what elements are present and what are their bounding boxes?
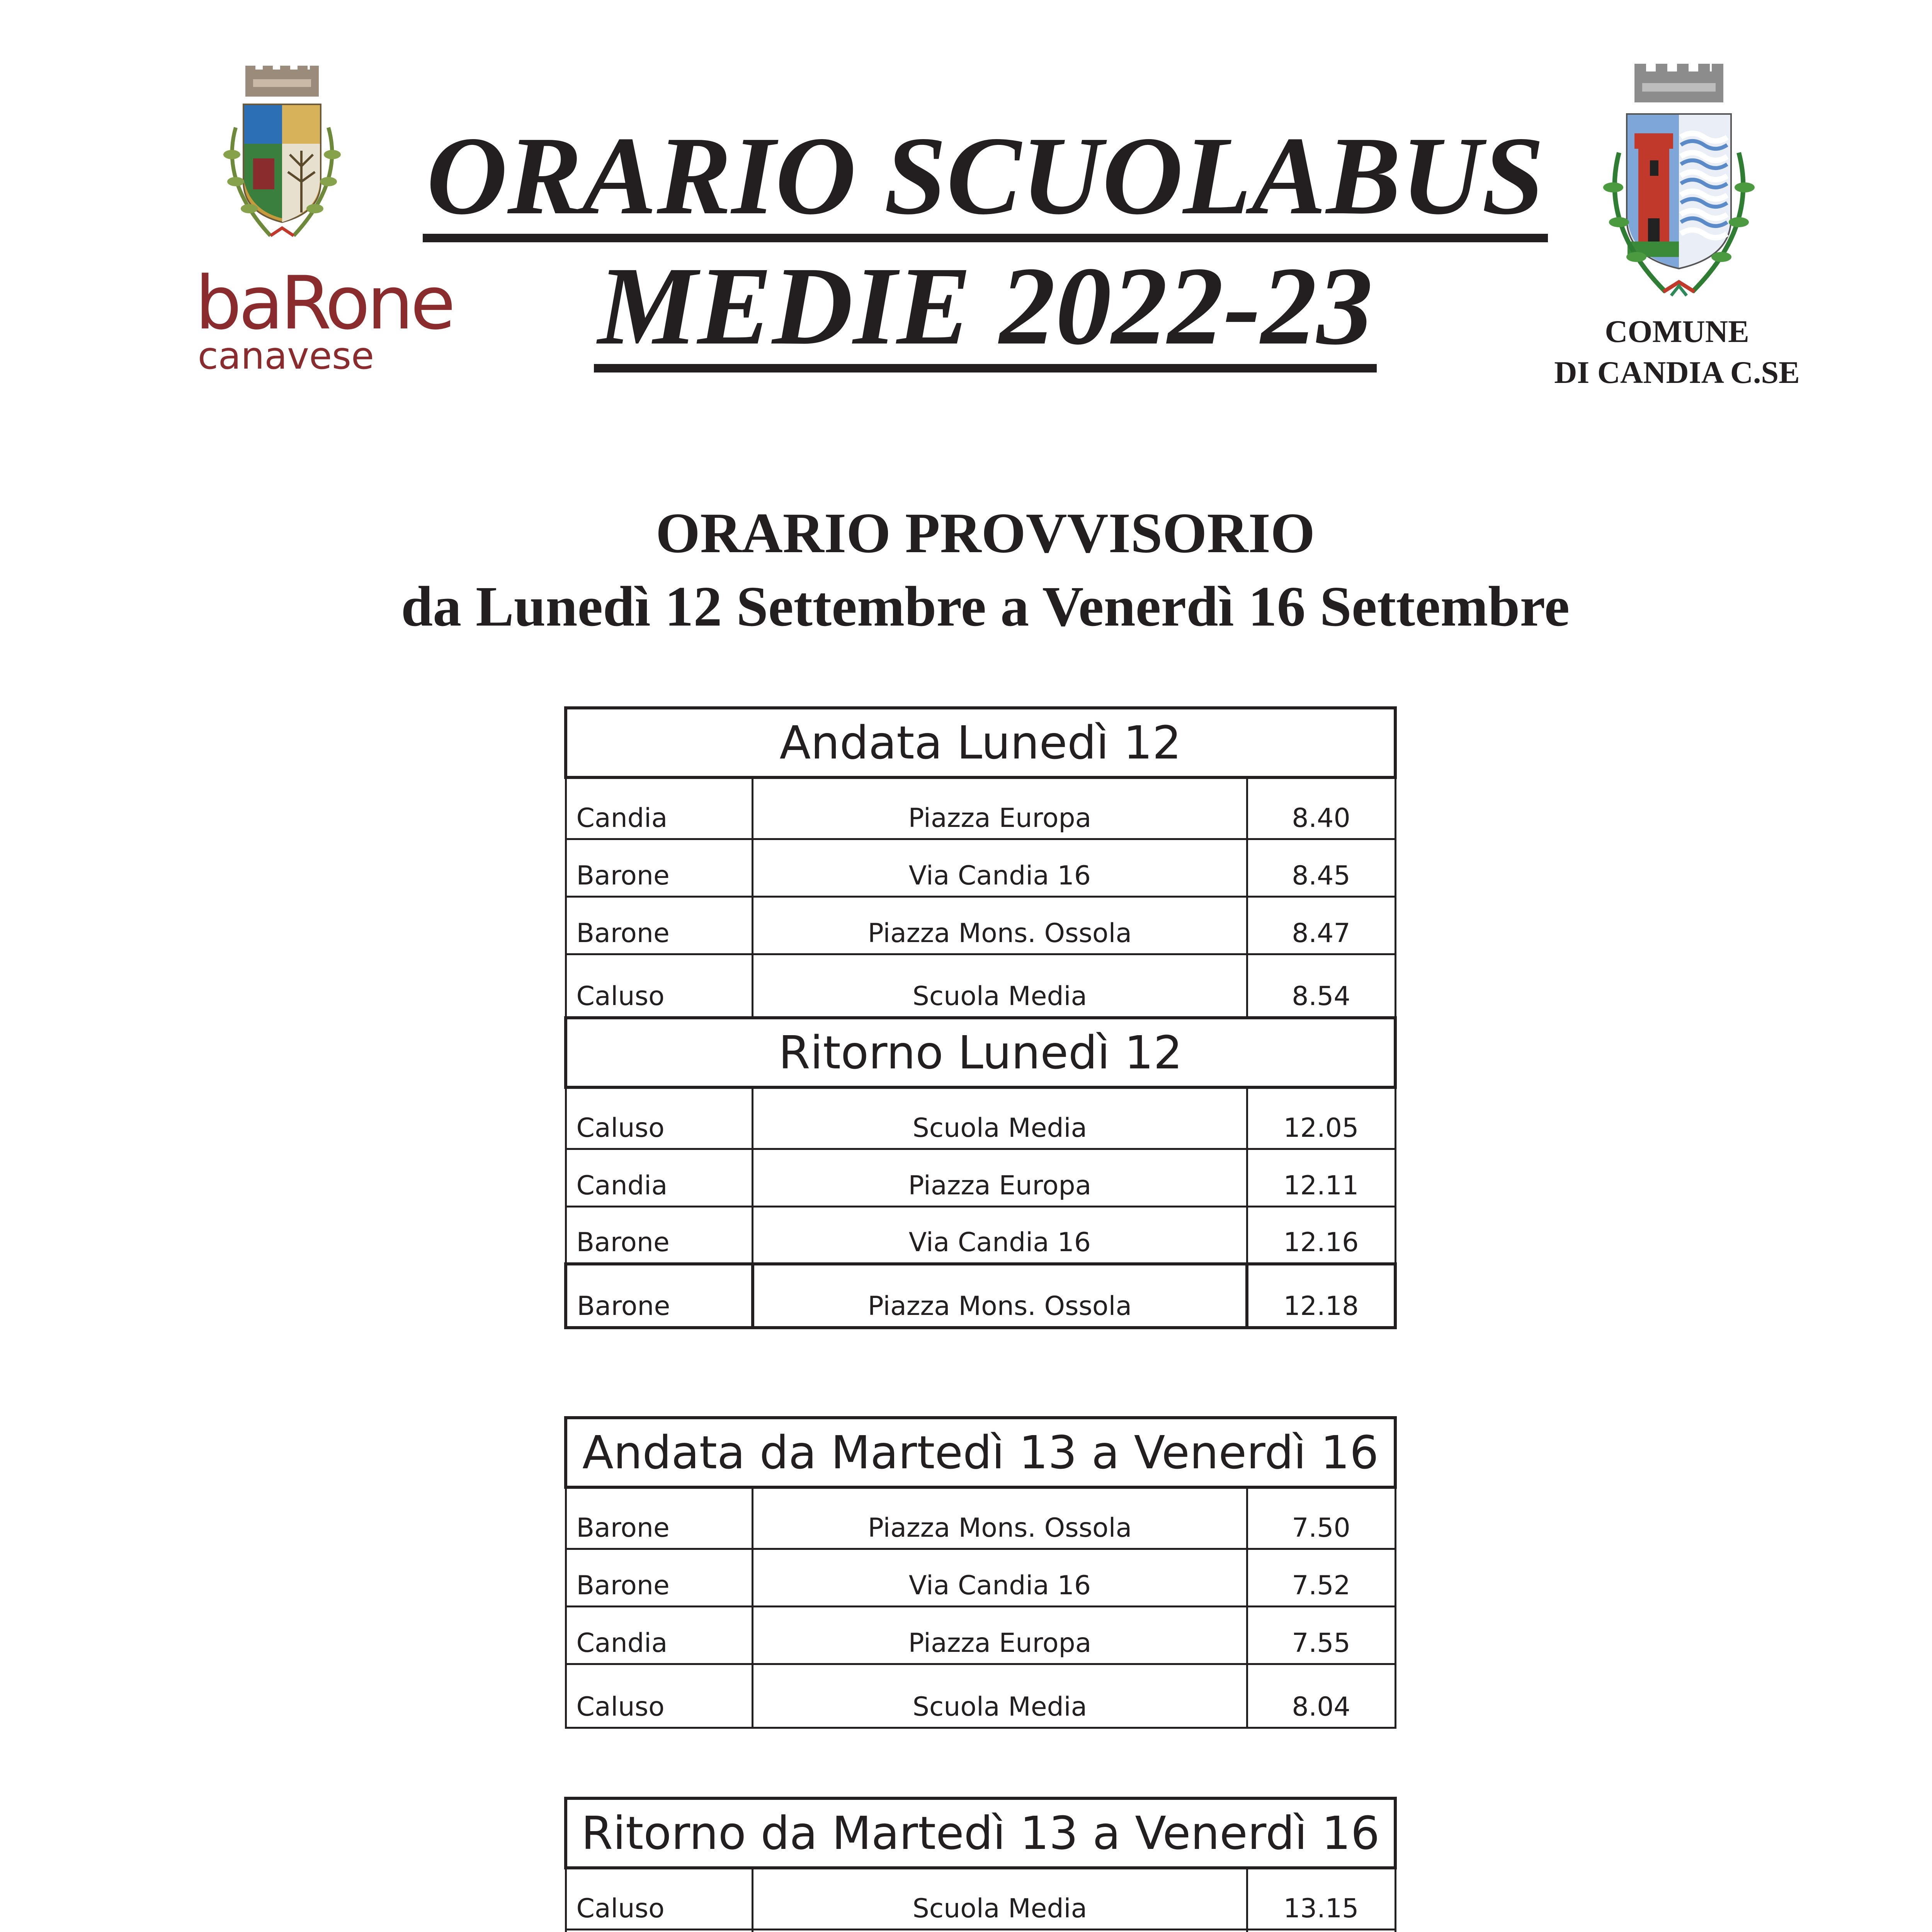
- town-cell: Caluso: [566, 1664, 753, 1728]
- time-cell: 13.15: [1247, 1868, 1395, 1929]
- town-cell: Barone: [566, 1206, 753, 1264]
- stop-cell: Piazza Mons. Ossola: [753, 1264, 1247, 1328]
- town-cell: Candia: [566, 1606, 753, 1664]
- stop-cell: Scuola Media: [753, 954, 1247, 1018]
- table-row: [566, 1549, 1395, 1606]
- time-cell: 12.16: [1247, 1206, 1395, 1264]
- time-cell: 12.05: [1247, 1087, 1395, 1149]
- town-cell: Caluso: [566, 1087, 753, 1149]
- time-cell: 8.40: [1247, 777, 1395, 839]
- title-line-1: ORARIO SCUOLABUS: [423, 118, 1548, 242]
- time-cell: 7.55: [1247, 1606, 1395, 1664]
- time-cell: 8.45: [1247, 839, 1395, 896]
- stop-cell: Piazza Mons. Ossola: [753, 896, 1247, 954]
- table-row: [566, 954, 1395, 1018]
- comune-line-2: DI CANDIA C.SE: [1554, 355, 1800, 390]
- candia-coat-of-arms-icon: [1588, 64, 1770, 303]
- table-row: [566, 1929, 1395, 1932]
- town-cell: Barone: [566, 1487, 753, 1549]
- town-cell: Barone: [566, 1264, 753, 1328]
- time-cell: 7.50: [1247, 1487, 1395, 1549]
- barone-canavese-logo: [195, 260, 453, 378]
- stop-cell: Via Candia 16: [753, 1206, 1247, 1264]
- table-row: [566, 1487, 1395, 1549]
- comune-line-1: COMUNE: [1605, 314, 1749, 349]
- town-cell: Barone: [566, 1549, 753, 1606]
- stop-cell: Via Candia 16: [753, 1549, 1247, 1606]
- comune-candia-label: [1530, 311, 1824, 393]
- time-cell: 8.04: [1247, 1664, 1395, 1728]
- time-cell: 12.18: [1247, 1264, 1395, 1328]
- time-cell: [1247, 1929, 1395, 1932]
- stop-cell: Scuola Media: [753, 1664, 1247, 1728]
- table-row: [566, 1087, 1395, 1149]
- stop-cell: Scuola Media: [753, 1868, 1247, 1929]
- town-cell: Barone: [566, 839, 753, 896]
- time-cell: 12.11: [1247, 1149, 1395, 1206]
- subtitle-line-2: da Lunedì 12 Settembre a Venerdì 16 Settembre: [401, 575, 1570, 638]
- schedule-table-monday: [564, 706, 1397, 1329]
- schedule-table-andata-tue-fri: [564, 1416, 1397, 1729]
- table-row: [566, 839, 1395, 896]
- table-row: [566, 1606, 1395, 1664]
- town-cell: [566, 1929, 753, 1932]
- town-cell: Caluso: [566, 1868, 753, 1929]
- section-header: Andata da Martedì 13 a Venerdì 16: [566, 1418, 1395, 1487]
- page-title: [386, 112, 1584, 372]
- title-line-2: MEDIE 2022-23: [594, 248, 1377, 372]
- stop-cell: Piazza Mons. Ossola: [753, 1487, 1247, 1549]
- section-header: Ritorno da Martedì 13 a Venerdì 16: [566, 1798, 1395, 1868]
- time-cell: 8.47: [1247, 896, 1395, 954]
- stop-cell: Piazza Europa: [753, 777, 1247, 839]
- stop-cell: Piazza Europa: [753, 1606, 1247, 1664]
- town-cell: Candia: [566, 777, 753, 839]
- town-cell: Caluso: [566, 954, 753, 1018]
- logo-text-barone: baRone: [195, 260, 453, 346]
- schedule-table-ritorno-tue-fri: [564, 1797, 1397, 1932]
- logo-text-canavese: canavese: [197, 334, 374, 378]
- section-header: Ritorno Lunedì 12: [566, 1018, 1395, 1087]
- barone-coat-of-arms-icon: [209, 66, 355, 247]
- town-cell: Barone: [566, 896, 753, 954]
- stop-cell: Piazza Europa: [753, 1149, 1247, 1206]
- stop-cell: [753, 1929, 1247, 1932]
- table-row: [566, 1206, 1395, 1264]
- table-row: [566, 896, 1395, 954]
- table-row: [566, 1149, 1395, 1206]
- stop-cell: Via Candia 16: [753, 839, 1247, 896]
- table-row: [566, 1664, 1395, 1728]
- time-cell: 7.52: [1247, 1549, 1395, 1606]
- schedule-subtitle: [193, 497, 1777, 643]
- stop-cell: Scuola Media: [753, 1087, 1247, 1149]
- town-cell: Candia: [566, 1149, 753, 1206]
- table-row: [566, 1868, 1395, 1929]
- time-cell: 8.54: [1247, 954, 1395, 1018]
- subtitle-line-1: ORARIO PROVVISORIO: [655, 502, 1315, 565]
- table-row: [566, 777, 1395, 839]
- section-header: Andata Lunedì 12: [566, 708, 1395, 777]
- table-row: [566, 1264, 1395, 1328]
